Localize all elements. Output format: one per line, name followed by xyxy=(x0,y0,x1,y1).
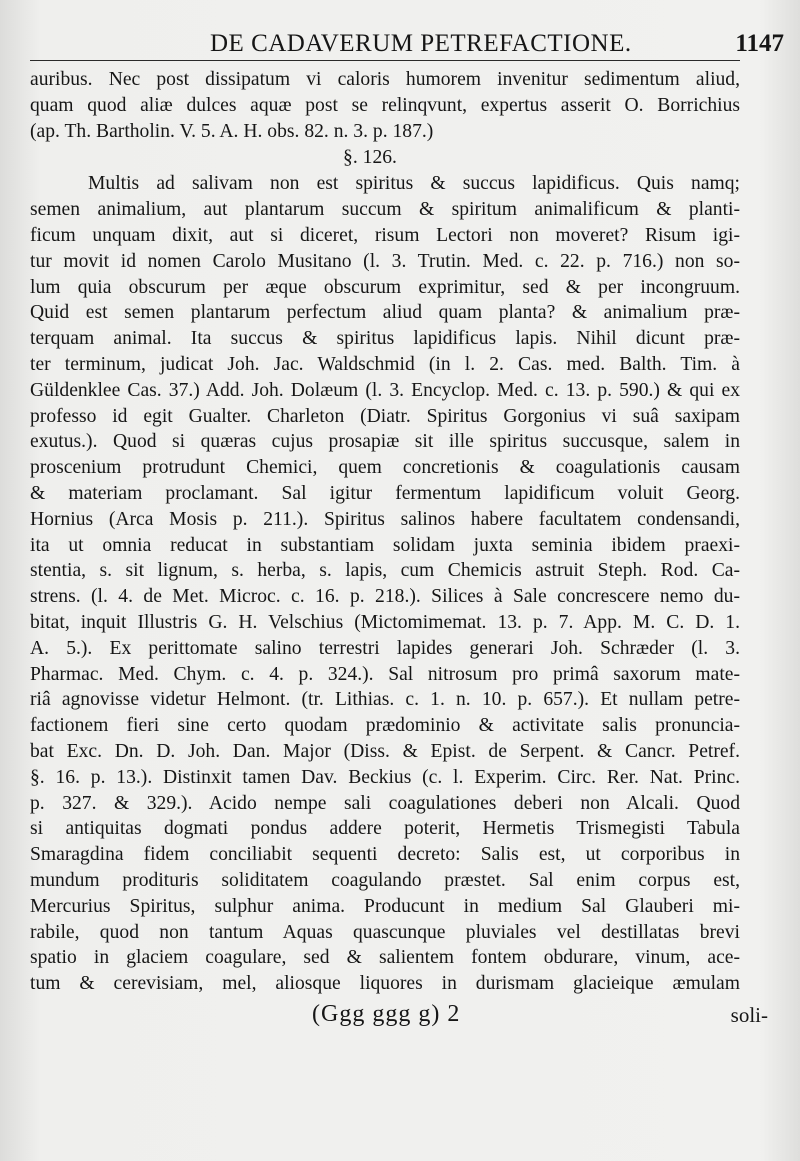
text-line: bat Exc. Dn. D. Joh. Dan. Major (Diss. & Epist. de Serpent. & Cancr. Petref. xyxy=(30,740,740,762)
running-title: DE CADAVERUM PETREFACTIONE. xyxy=(210,30,632,57)
text-line: bitat, inquit Illustris G. H. Velschius (Mictomimemat. 13. p. 7. App. M. C. D. 1. xyxy=(30,611,740,633)
text-line: ita ut omnia reducat in substantiam solidam juxta seminia ibidem praexi- xyxy=(30,534,740,556)
text-line: strens. (l. 4. de Met. Microc. c. 16. p. 218.). Silices à Sale concrescere nemo du- xyxy=(30,586,740,608)
text-line: factionem fieri sine certo quodam prædominio & activitate salis pronuncia- xyxy=(30,715,740,737)
text-line: lum quia obscurum per æque obscurum exprimitur, sed & per incongruum. xyxy=(30,276,740,298)
text-line: exutus.). Quod si quæras cujus prosapiæ sit ille spiritus succusque, salem in xyxy=(30,431,740,453)
text-line: Quid est semen plantarum perfectum aliud quam planta? & animalium præ- xyxy=(30,302,740,324)
text-line: proscenium protrudunt Chemici, quem concretionis & coagulationis causam xyxy=(30,457,740,479)
signature-mark: (Ggg ggg g) 2 xyxy=(312,1000,461,1027)
text-line: A. 5.). Ex perittomate salino terrestri lapides generari Joh. Schræder (l. 3. xyxy=(30,637,740,659)
text-line: stentia, s. sit lignum, s. herba, s. lapis, cum Chemicis astruit Steph. Rod. Ca- xyxy=(30,560,740,582)
text-line: (ap. Th. Bartholin. V. 5. A. H. obs. 82. n. 3. p. 187.) xyxy=(30,120,434,142)
page-footer xyxy=(30,1000,768,1035)
text-line: quam quod aliæ dulces aquæ post se relinqvunt, expertus asserit O. Borrichius xyxy=(30,94,740,116)
text-line: professo id egit Gualter. Charleton (Diatr. Spiritus Gorgonius vi suâ saxipam xyxy=(30,405,740,427)
text-line: Mercurius Spiritus, sulphur anima. Producunt in medium Sal Glauberi mi- xyxy=(30,895,740,917)
page-header xyxy=(30,26,784,61)
text-line: tur movit id nomen Carolo Musitano (l. 3. Trutin. Med. c. 22. p. 716.) non so- xyxy=(30,250,740,272)
text-line: p. 327. & 329.). Acido nempe sali coagulationes deberi non Alcali. Quod xyxy=(30,792,740,814)
text-line: rabile, quod non tantum Aquas quascunque pluviales vel destillatas brevi xyxy=(30,921,740,943)
text-line: ter terminum, judicat Joh. Jac. Waldschmid (in l. 2. Cas. med. Balth. Tim. à xyxy=(30,353,740,375)
main-paragraph xyxy=(30,171,740,997)
text-line: riâ agnovisse videtur Helmont. (tr. Lithias. c. 1. n. 10. p. 657.). Et nullam petre- xyxy=(30,689,740,711)
text-line: auribus. Nec post dissipatum vi caloris humorem invenitur sedimentum aliud, xyxy=(30,69,740,90)
page-number: 1147 xyxy=(735,30,784,57)
text-line: tum & cerevisiam, mel, aliosque liquores in durismam glacieique æmulam xyxy=(30,973,740,995)
text-line: ficum unquam dixit, aut si diceret, risum Lectori non moveret? Risum igi- xyxy=(30,224,740,246)
text-line: Hornius (Arca Mosis p. 211.). Spiritus salinos habere facultatem condensandi, xyxy=(30,508,740,530)
text-line: Pharmac. Med. Chym. c. 4. p. 324.). Sal nitrosum pro primâ saxorum mate- xyxy=(30,663,740,685)
text-line: spatio in glaciem coagulare, sed & salientem fontem obdurare, vinum, ace- xyxy=(30,947,740,969)
continued-paragraph xyxy=(30,67,740,144)
text-line: si antiquitas dogmati pondus addere poterit, Hermetis Trismegisti Tabula xyxy=(30,818,740,840)
text-line: Multis ad salivam non est spiritus & succus lapidificus. Quis namq; xyxy=(88,173,740,195)
text-line: Smaragdina fidem conciliabit sequenti decreto: Salis est, ut corporibus in xyxy=(30,844,740,866)
text-line: & materiam proclamant. Sal igitur fermentum lapidificum voluit Georg. xyxy=(30,482,740,504)
text-line: mundum prodituris soliditatem coagulando præstet. Sal enim corpus est, xyxy=(30,869,740,891)
catchword: soli- xyxy=(730,1002,768,1027)
text-line: terquam animal. Ita succus & spiritus lapidificus lapis. Nihil dicunt præ- xyxy=(30,328,740,350)
text-line: Güldenklee Cas. 37.) Add. Joh. Dolæum (l. 3. Encyclop. Med. c. 13. p. 590.) & qui ex xyxy=(30,379,740,401)
text-line: semen animalium, aut plantarum succum & spiritum animalificum & planti- xyxy=(30,199,740,221)
section-heading: §. 126. xyxy=(343,147,397,169)
text-line: §. 16. p. 13.). Distinxit tamen Dav. Beckius (c. l. Experim. Circ. Rer. Nat. Princ. xyxy=(30,766,740,788)
